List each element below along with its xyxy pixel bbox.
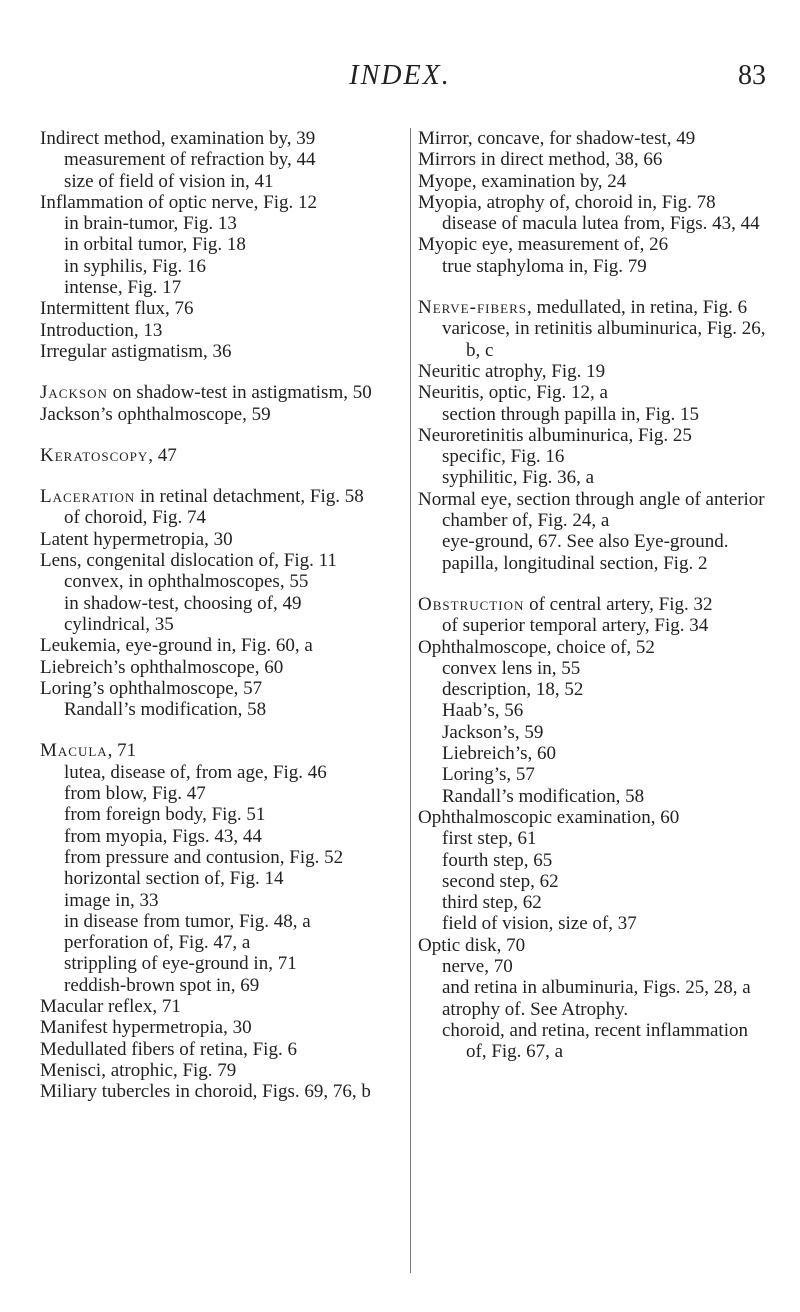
index-entry: Neuroretinitis albuminurica, Fig. 25 [418, 424, 692, 446]
index-entry: Myopic eye, measurement of, 26 [418, 234, 669, 256]
index-subentry: convex, in ophthalmoscopes, 55 [64, 571, 309, 593]
index-entry: Intermittent flux, 76 [40, 298, 194, 320]
index-subentry: Jackson’s, 59 [442, 721, 544, 743]
index-subentry: Liebreich’s, 60 [442, 743, 556, 765]
index-subentry: Randall’s modification, 58 [64, 699, 267, 721]
index-subentry: from myopia, Figs. 43, 44 [64, 825, 262, 847]
index-entry: Normal eye, section through angle of anterior chamber of, Fig. 24, a [418, 488, 765, 532]
index-entry: Irregular astigmatism, 36 [40, 340, 232, 362]
index-subentry: cylindrical, 35 [64, 613, 174, 635]
index-subentry: perforation of, Fig. 47, a [64, 932, 251, 954]
index-entry: Lens, congenital dislocation of, Fig. 11 [40, 550, 337, 572]
index-entry: Optic disk, 70 [418, 934, 526, 956]
index-entry: Loring’s ophthalmoscope, 57 [40, 677, 263, 699]
index-subentry: convex lens in, 55 [442, 657, 581, 679]
index-subentry: section through papilla in, Fig. 15 [442, 403, 700, 425]
index-subentry: Haab’s, 56 [442, 700, 524, 722]
index-subentry: from foreign body, Fig. 51 [64, 804, 266, 826]
index-entry: Medullated fibers of retina, Fig. 6 [40, 1038, 297, 1060]
index-subentry: papilla, longitudinal section, Fig. 2 [442, 552, 708, 574]
index-entry: Introduction, 13 [40, 319, 163, 341]
index-subentry: first step, 61 [442, 828, 537, 850]
index-entry: Keratoscopy, 47 [40, 444, 177, 466]
index-subentry: in orbital tumor, Fig. 18 [64, 234, 246, 256]
index-subentry: nerve, 70 [442, 955, 513, 977]
index-entry: Jackson on shadow-test in astigmatism, 50 [40, 382, 372, 404]
index-entry: Manifest hypermetropia, 30 [40, 1017, 252, 1039]
index-entry: Inflammation of optic nerve, Fig. 12 [40, 191, 318, 213]
index-entry: Neuritic atrophy, Fig. 19 [418, 360, 606, 382]
index-subentry: of superior temporal artery, Fig. 34 [442, 615, 709, 637]
index-entry: Myope, examination by, 24 [418, 170, 627, 192]
index-column-left [40, 128, 405, 1102]
index-subentry: reddish-brown spot in, 69 [64, 974, 260, 996]
index-entry: Miliary tubercles in choroid, Figs. 69, 76, b [40, 1081, 371, 1103]
index-entry: Mirror, concave, for shadow-test, 49 [418, 128, 696, 149]
index-subentry: measurement of refraction by, 44 [64, 149, 316, 171]
index-entry: Neuritis, optic, Fig. 12, a [418, 382, 608, 404]
index-entry: Macula, 71 [40, 740, 137, 762]
column-divider [410, 128, 411, 1273]
index-subentry: description, 18, 52 [442, 679, 584, 701]
index-subentry: eye-ground, 67. See also Eye-ground. [442, 531, 729, 553]
index-subentry: field of vision, size of, 37 [442, 913, 637, 935]
index-subentry: size of field of vision in, 41 [64, 170, 274, 192]
index-entry: Leukemia, eye-ground in, Fig. 60, a [40, 635, 313, 657]
index-entry: Laceration in retinal detachment, Fig. 58 [40, 486, 364, 508]
index-column-right [418, 128, 768, 1062]
page-number: 83 [738, 60, 766, 91]
index-subentry: fourth step, 65 [442, 849, 553, 871]
index-entry: Liebreich’s ophthalmoscope, 60 [40, 656, 284, 678]
index-entry: Nerve-fibers, medullated, in retina, Fig. 6 [418, 297, 748, 319]
index-entry: Ophthalmoscopic examination, 60 [418, 806, 680, 828]
index-entry: Menisci, atrophic, Fig. 79 [40, 1059, 237, 1081]
index-entry: Jackson’s ophthalmoscope, 59 [40, 403, 271, 425]
index-entry: Macular reflex, 71 [40, 995, 181, 1017]
index-subentry: lutea, disease of, from age, Fig. 46 [64, 761, 327, 783]
index-subentry: intense, Fig. 17 [64, 277, 182, 299]
index-subentry: third step, 62 [442, 892, 542, 914]
index-subentry: image in, 33 [64, 889, 159, 911]
index-subentry: in disease from tumor, Fig. 48, a [64, 910, 311, 932]
index-subentry: horizontal section of, Fig. 14 [64, 868, 284, 890]
index-entry: Latent hypermetropia, 30 [40, 528, 233, 550]
index-subentry: second step, 62 [442, 870, 559, 892]
index-subentry: in shadow-test, choosing of, 49 [64, 592, 302, 614]
index-subentry: specific, Fig. 16 [442, 446, 565, 468]
index-subentry: atrophy of. See Atrophy. [442, 998, 629, 1020]
page-header [0, 60, 800, 94]
index-subentry: syphilitic, Fig. 36, a [442, 467, 594, 489]
index-subentry: of choroid, Fig. 74 [64, 507, 206, 529]
index-subentry: Randall’s modification, 58 [442, 785, 645, 807]
index-subentry: true staphyloma in, Fig. 79 [442, 255, 647, 277]
index-subentry: choroid, and retina, recent inflammation of, Fig. 67, a [442, 1019, 748, 1063]
index-entry: Mirrors in direct method, 38, 66 [418, 149, 663, 171]
index-subentry: Loring’s, 57 [442, 764, 535, 786]
index-subentry: in syphilis, Fig. 16 [64, 255, 206, 277]
index-entry: Ophthalmoscope, choice of, 52 [418, 636, 655, 658]
index-subentry: from pressure and contusion, Fig. 52 [64, 846, 344, 868]
index-subentry: varicose, in retinitis albuminurica, Fig. 26, b, c [442, 318, 766, 361]
index-entry: Indirect method, examination by, 39 [40, 128, 316, 149]
index-entry: Myopia, atrophy of, choroid in, Fig. 78 [418, 191, 716, 213]
index-subentry: and retina in albuminuria, Figs. 25, 28, a [442, 977, 751, 999]
index-subentry: from blow, Fig. 47 [64, 783, 206, 805]
index-entry: Obstruction of central artery, Fig. 32 [418, 593, 713, 615]
index-subentry: disease of macula lutea from, Figs. 43, 44 [442, 213, 760, 235]
page-title: INDEX. [349, 60, 451, 91]
index-subentry: strippling of eye-ground in, 71 [64, 953, 297, 975]
index-subentry: in brain-tumor, Fig. 13 [64, 213, 237, 235]
